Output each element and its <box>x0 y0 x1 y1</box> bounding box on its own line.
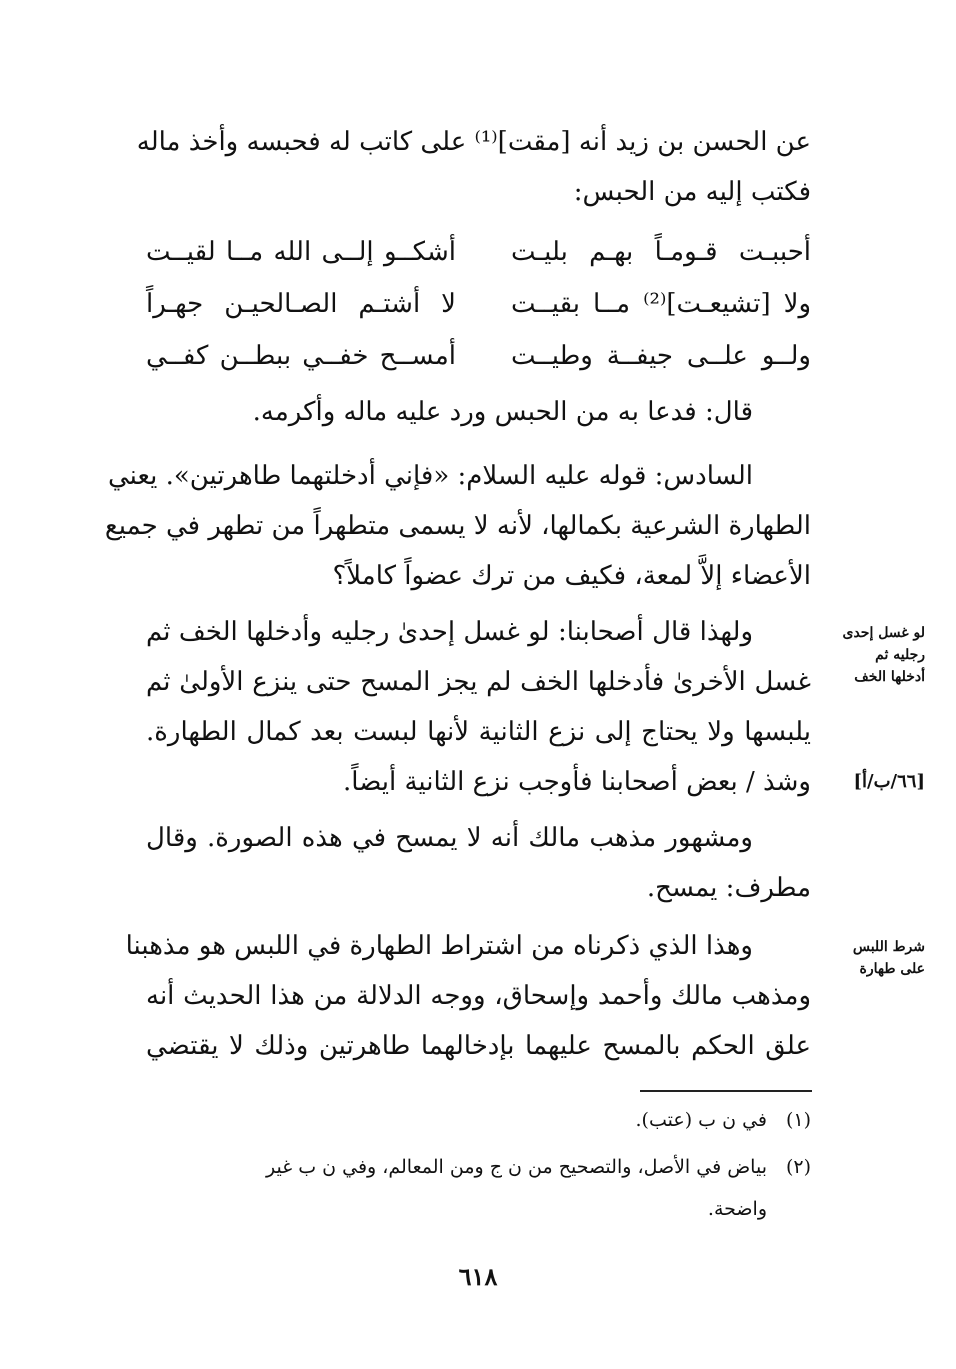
body-line: قال: فدعا به من الحبس ورد عليه ماله وأكرمه. <box>252 397 753 427</box>
footnote-1 <box>143 1105 811 1135</box>
verse-second-hemistich: ولــو علــى جيفــة وطيــت <box>511 341 811 371</box>
body-line: غسل الأخرىٰ فأدخلها الخف لم يجز المسح حتى ينزع الأولىٰ ثم <box>146 667 811 697</box>
margin-note-wearing-condition <box>830 936 925 980</box>
manuscript-folio-reference: [٦٦/ب/أ] <box>853 771 925 792</box>
footnote-text: في ن ب (عتب). <box>635 1109 767 1131</box>
footnote-separator <box>640 1090 812 1092</box>
body-line: الأعضاء إلاَّ لمعة، فكيف من ترك عضواً كاملاً؟ <box>332 561 811 591</box>
footnote-2 <box>143 1152 811 1182</box>
footnote-text: بياض في الأصل، والتصحيح من ن ج ومن المعالم، وفي ن ب غير <box>266 1156 767 1178</box>
margin-note-one-foot <box>830 622 925 688</box>
body-line: الطهارة الشرعية بكمالها، لأنه لا يسمى متطهراً من تطهر في جميع <box>104 511 811 541</box>
body-line: ومشهور مذهب مالك أنه لا يمسح في هذه الصورة. وقال <box>146 823 753 853</box>
body-line: السادس: قوله عليه السلام: «فإني أدخلتهما طاهرتين». يعني <box>108 461 753 491</box>
margin-note-line: شرط اللبس <box>852 939 925 955</box>
page-number: ٦١٨ <box>458 1262 498 1291</box>
body-line: وشذ / بعض أصحابنا فأوجب نزع الثانية أيضاً. <box>343 767 811 797</box>
footnote-2-continuation: واضحة. <box>707 1198 767 1220</box>
margin-note-line: رجليه ثم <box>875 647 925 663</box>
body-line: ومذهب مالك وأحمد وإسحاق، ووجه الدلالة من هذا الحديث أنه <box>146 981 811 1011</box>
body-line: عن الحسن بن زيد أنه [مقت]⁽¹⁾ على كاتب له فحبسه وأخذ ماله <box>136 127 811 157</box>
body-line: وهذا الذي ذكرناه من اشتراط الطهارة في اللبس هو مذهبنا <box>125 931 753 961</box>
margin-note-line: لو غسل إحدى <box>842 625 925 641</box>
margin-note-line: على طهارة <box>859 961 925 977</box>
margin-note-line: أدخلها الخف <box>854 669 925 685</box>
body-line: ولهذا قال أصحابنا: لو غسل إحدىٰ رجليه وأدخلها الخف ثم <box>146 617 753 647</box>
verse-first-hemistich: لا أشتـم الصـالحيـن جهـراً <box>146 289 456 319</box>
verse-first-hemistich: أشكــو إلــى الله مــا لقيــت <box>146 237 456 267</box>
verse-first-hemistich: أمســح خفــي ببطــن كفــي <box>146 341 456 371</box>
verse-second-hemistich: ولا [تشيعـت]⁽²⁾ مــا بقيــت <box>511 289 811 319</box>
body-line: مطرف: يمسح. <box>646 873 811 903</box>
body-line: فكتب إليه من الحبس: <box>573 177 811 207</box>
verse-second-hemistich: أحببـت قـومـاً بهـم بليـت <box>511 237 811 267</box>
footnote-number: (٢) <box>785 1156 811 1178</box>
body-line: يلبسها ولا يحتاج إلى نزع الثانية لأنها لبست بعد كمال الطهارة. <box>146 717 811 747</box>
body-line: علق الحكم بالمسح عليهما بإدخالهما طاهرتين وذلك لا يقتضي <box>146 1031 811 1061</box>
footnote-number: (١) <box>785 1109 811 1131</box>
